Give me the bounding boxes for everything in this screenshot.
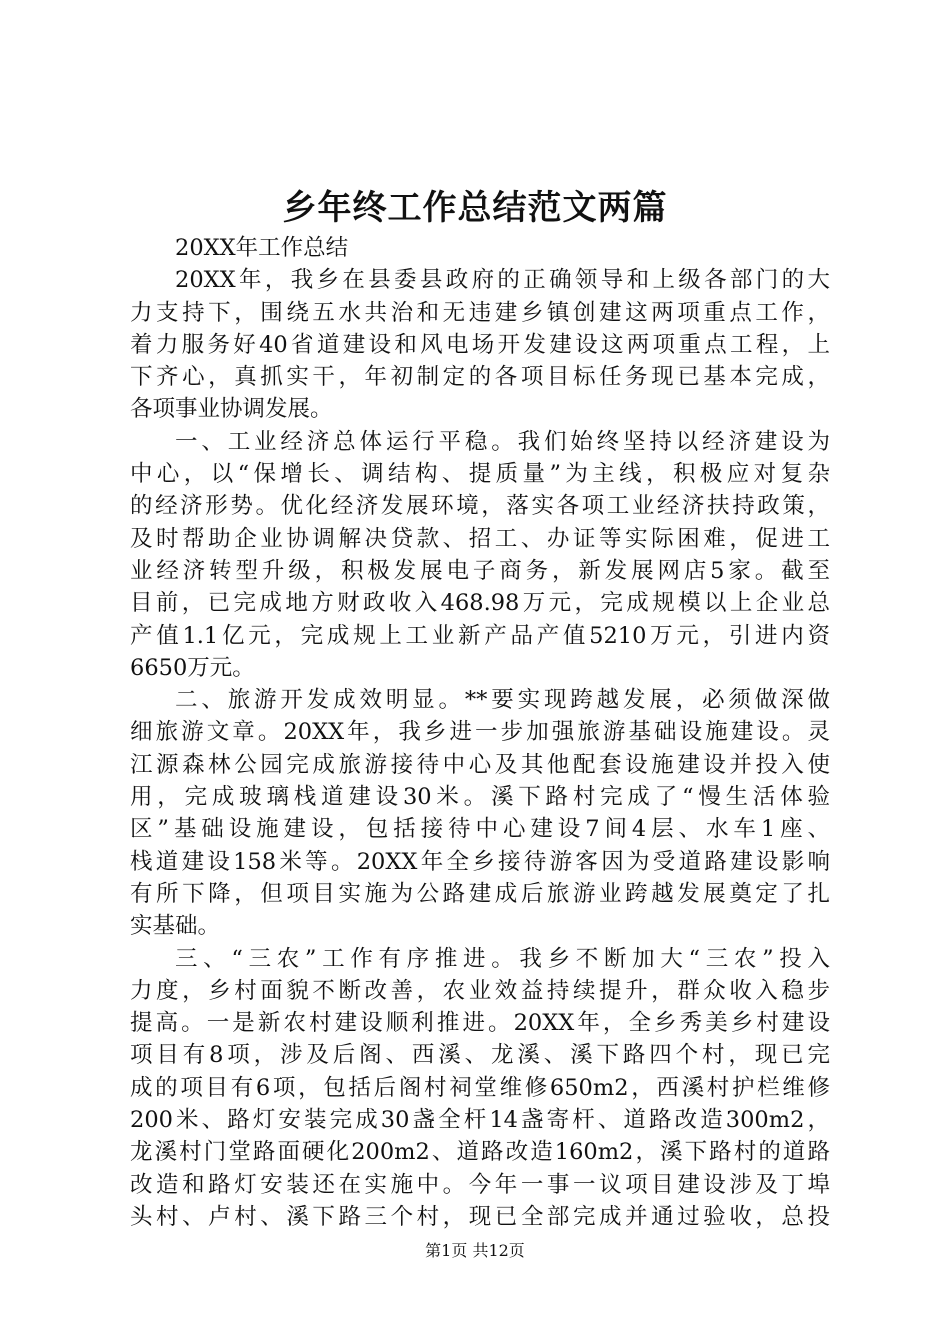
body-line: 及时帮助企业协调解决贷款、招工、办证等实际困难，促进工 — [130, 525, 830, 552]
body-line: 成的项目有6项，包括后阁村祠堂维修650m2，西溪村护栏维修 — [130, 1074, 830, 1101]
body-line: 6650万元。 — [130, 654, 255, 681]
body-line: 江源森林公园完成旅游接待中心及其他配套设施建设并投入使 — [130, 751, 830, 778]
body-line: 产值1.1亿元，完成规上工业新产品产值5210万元，引进内资 — [130, 622, 830, 649]
body-line: 区”基础设施建设，包括接待中心建设7间4层、水车1座、 — [130, 816, 830, 843]
body-line: 20XX年，我乡在县委县政府的正确领导和上级各部门的大 — [175, 267, 830, 294]
body-line: 用，完成玻璃栈道建设30米。溪下路村完成了“慢生活体验 — [130, 784, 830, 811]
body-line: 龙溪村门堂路面硬化200m2、道路改造160m2，溪下路村的道路 — [130, 1139, 830, 1166]
body-line: 提高。一是新农村建设顺利推进。20XX年，全乡秀美乡村建设 — [130, 1010, 830, 1037]
body-line: 下齐心，真抓实干，年初制定的各项目标任务现已基本完成， — [130, 364, 830, 391]
body-line: 二、旅游开发成效明显。**要实现跨越发展，必须做深做 — [175, 687, 830, 714]
document-title: 乡年终工作总结范文两篇 — [282, 188, 668, 228]
body-line: 目前，已完成地方财政收入468.98万元，完成规模以上企业总 — [130, 590, 830, 617]
body-line: 项目有8项，涉及后阁、西溪、龙溪、溪下路四个村，现已完 — [130, 1042, 830, 1069]
body-line: 各项事业协调发展。 — [130, 396, 333, 423]
body-line: 的经济形势。优化经济发展环境，落实各项工业经济扶持政策， — [130, 493, 830, 520]
body-line: 业经济转型升级，积极发展电子商务，新发展网店5家。截至 — [130, 557, 830, 584]
body-line: 力度，乡村面貌不断改善，农业效益持续提升，群众收入稳步 — [130, 977, 830, 1004]
body-line: 头村、卢村、溪下路三个村，现已全部完成并通过验收，总投 — [130, 1203, 830, 1230]
body-line: 一、工业经济总体运行平稳。我们始终坚持以经济建设为 — [175, 428, 830, 455]
body-line: 三、“三农”工作有序推进。我乡不断加大“三农”投入 — [175, 945, 830, 972]
body-line: 20XX年工作总结 — [175, 235, 349, 261]
body-line: 实基础。 — [130, 913, 221, 940]
body-line: 栈道建设158米等。20XX年全乡接待游客因为受道路建设影响 — [130, 848, 830, 875]
document-body — [130, 232, 830, 1233]
body-line: 改造和路灯安装还在实施中。今年一事一议项目建设涉及丁埠 — [130, 1171, 830, 1198]
page-number-footer: 第1页 共12页 — [425, 1241, 525, 1260]
body-line: 200米、路灯安装完成30盏全杆14盏寄杆、道路改造300m2， — [130, 1107, 830, 1134]
body-line: 中心，以“保增长、调结构、提质量”为主线，积极应对复杂 — [130, 461, 830, 488]
body-line: 力支持下，围绕五水共治和无违建乡镇创建这两项重点工作， — [130, 299, 830, 326]
body-line: 有所下降，但项目实施为公路建成后旅游业跨越发展奠定了扎 — [130, 880, 830, 907]
body-line: 着力服务好40省道建设和风电场开发建设这两项重点工程，上 — [130, 331, 830, 358]
body-line: 细旅游文章。20XX年，我乡进一步加强旅游基础设施建设。灵 — [130, 719, 830, 746]
